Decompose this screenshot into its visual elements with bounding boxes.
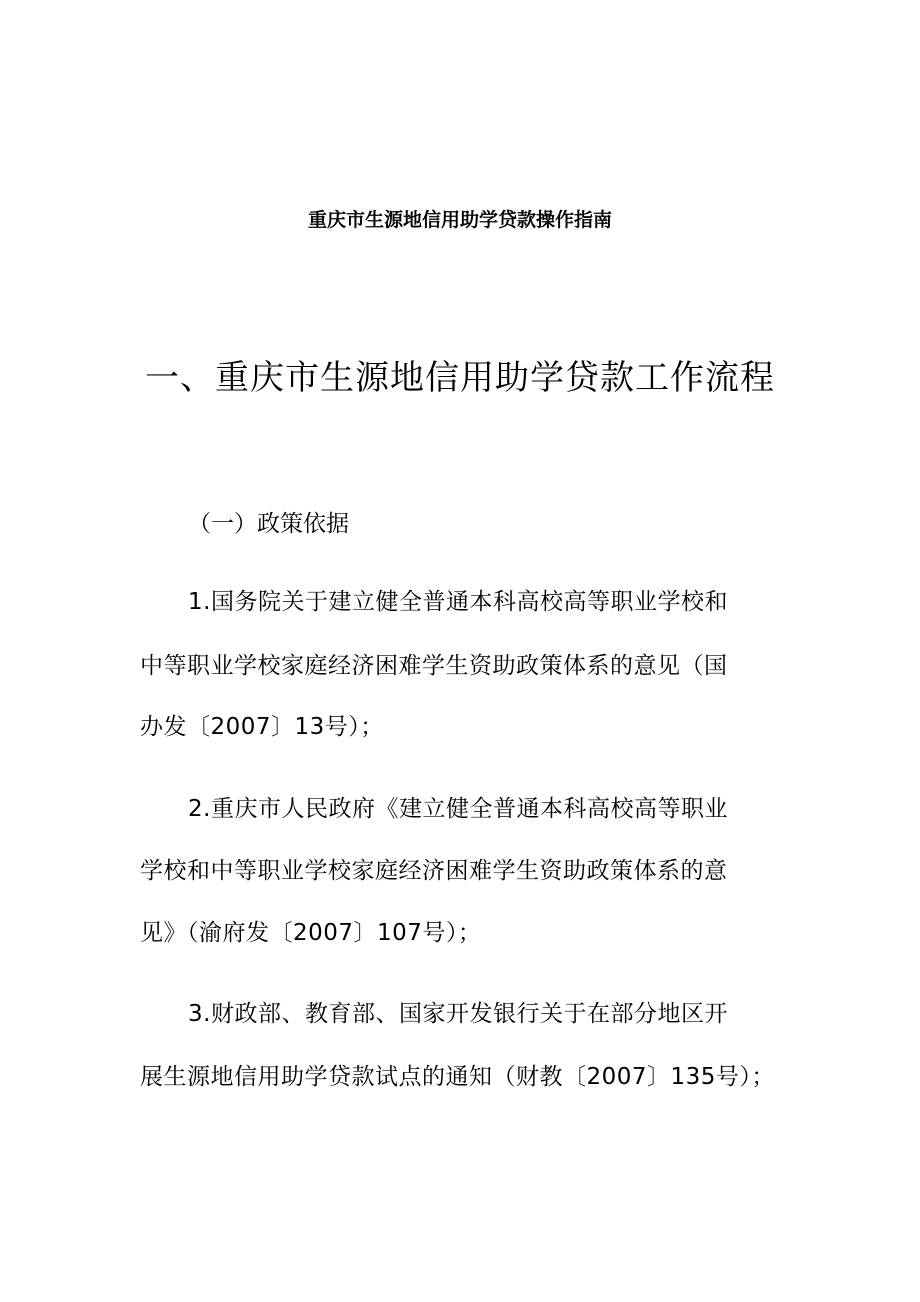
subsection-heading: （一）政策依据: [188, 511, 349, 537]
policy-item-line: 1.国务院关于建立健全普通本科高校高等职业学校和: [188, 589, 728, 615]
policy-item-line: 学校和中等职业学校家庭经济困难学生资助政策体系的意: [140, 858, 728, 884]
policy-item-line: 见》（渝府发〔2007〕107号）；: [140, 920, 482, 946]
policy-item-line: 中等职业学校家庭经济困难学生资助政策体系的意见（国: [140, 653, 728, 679]
policy-item-line: 展生源地信用助学贷款试点的通知（财教〔2007〕135号）；: [140, 1064, 775, 1090]
document-title: 重庆市生源地信用助学贷款操作指南: [307, 209, 612, 231]
policy-item-line: 2.重庆市人民政府《建立健全普通本科高校高等职业: [188, 796, 728, 822]
policy-item-line: 3.财政部、教育部、国家开发银行关于在部分地区开: [188, 1001, 728, 1027]
section-heading: 一、重庆市生源地信用助学贷款工作流程: [145, 358, 775, 398]
policy-item-line: 办发〔2007〕13号）；: [140, 714, 384, 740]
